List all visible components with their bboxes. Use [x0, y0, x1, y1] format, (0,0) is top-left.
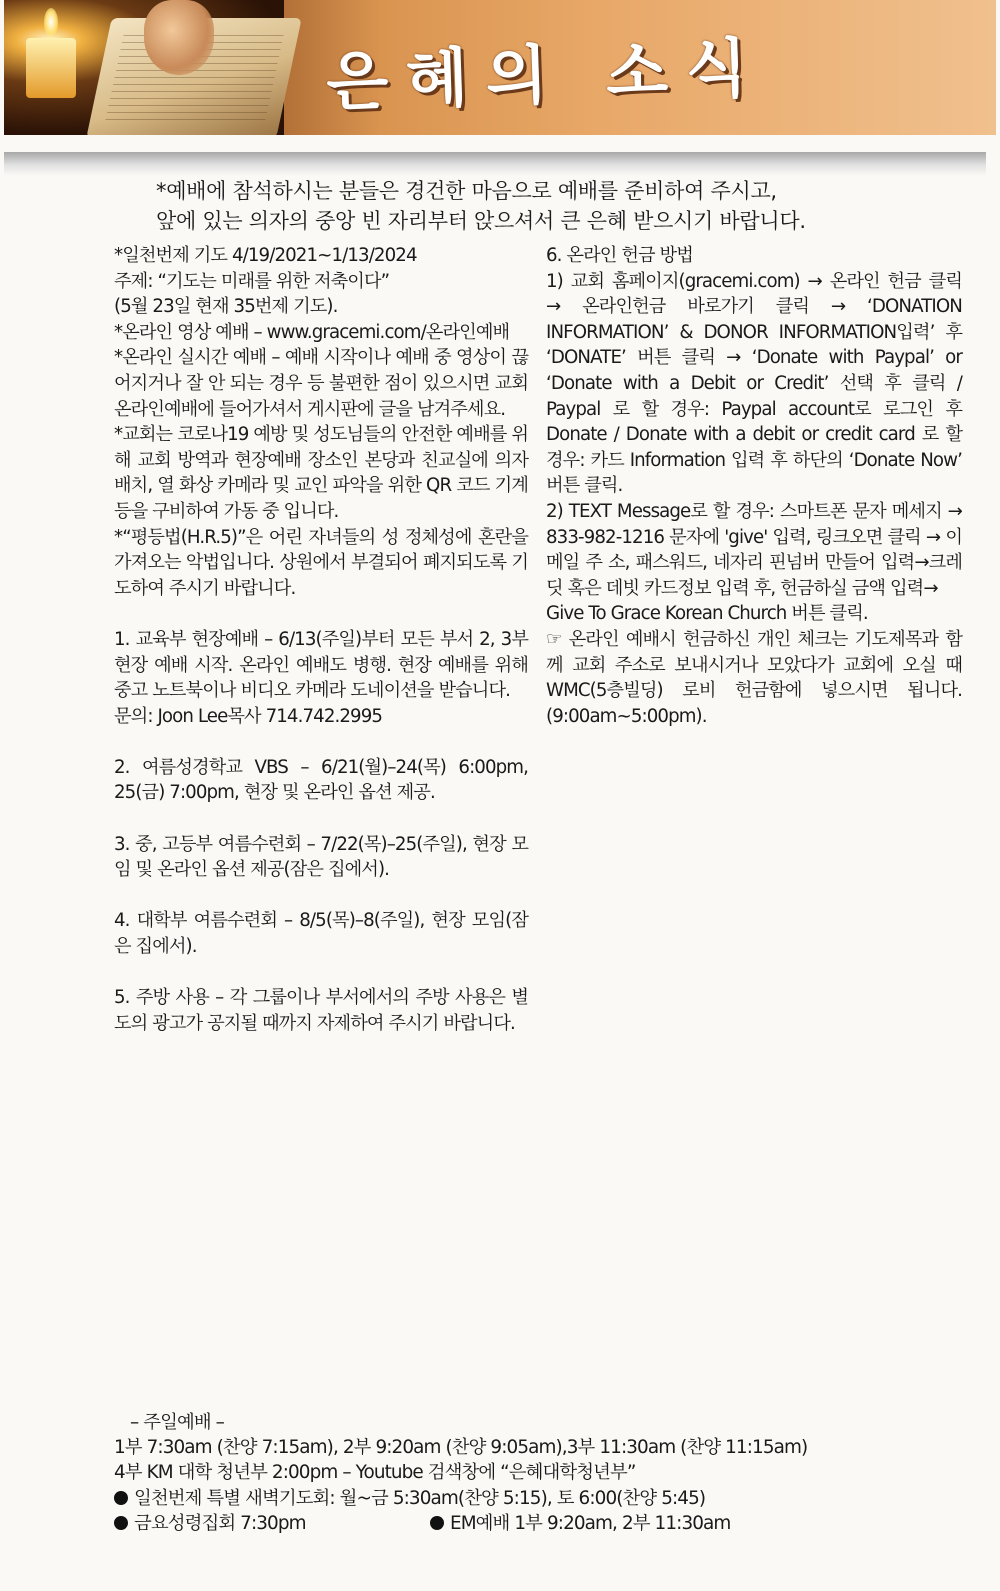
schedule-line-2: 4부 KM 대학 청년부 2:00pm – Youtube 검색창에 “은혜대학청년부”	[114, 1462, 636, 1484]
covid-notice: *교회는 코로나19 예방 및 성도님들의 안전한 예배를 위해 교회 방역과 현장예배 장소인 본당과 친교실에 의자 배치, 열 화상 카메라 및 교인 파악을 위한 QR 코드 기계 등을 구비하여 가동 중 입니다.	[114, 424, 528, 522]
online-video-notice: *온라인 영상 예배 – www.gracemi.com/온라인예배	[114, 321, 510, 343]
candle-bible-photo	[4, 0, 284, 135]
offering-step-2-end: Give To Grace Korean Church 버튼 클릭.	[546, 603, 868, 625]
offering-step-2: 2) TEXT Message로 할 경우: 스마트폰 문자 메세지 → 833-982-1216 문자에 'give' 입력, 링크오면 클릭 → 이메일 주 소, 패스워드, 네자리 핀넘버 만들어 입력→크레 딧 혹은 데빗 카드정보 입력 후, 헌금하실 금액 입력→	[546, 500, 962, 599]
em-service	[430, 1511, 730, 1536]
left-column	[114, 243, 528, 1036]
online-offering-heading: 6. 온라인 헌금 방법	[546, 245, 693, 266]
praying-hands-image	[144, 0, 214, 75]
item-3-youth-retreat: 3. 중, 고등부 여름수련회 – 7/22(목)–25(주일), 현장 모임 및 온라인 옵션 제공(잠은 집에서).	[114, 833, 528, 881]
dawn-prayer-line	[114, 1486, 974, 1511]
bullet-icon	[114, 1491, 128, 1505]
schedule-heading: – 주일예배 –	[130, 1412, 224, 1433]
prayer-count: (5월 23일 현재 35번제 기도).	[114, 296, 338, 318]
candle-flame-icon	[44, 8, 58, 36]
right-column	[546, 243, 962, 729]
prayer-theme: 주제: “기도는 미래를 위한 저축이다”	[114, 270, 390, 292]
item-1-contact: 문의: Joon Lee목사 714.742.2995	[114, 705, 383, 727]
candle-image	[26, 38, 76, 98]
equality-act-notice: *“평등법(H.R.5)”은 어린 자녀들의 성 정체성에 혼란을 가져오는 악법입니다. 상원에서 부결되어 폐지되도록 기도하여 주시기 바랍니다.	[114, 526, 528, 599]
schedule-line-1: 1부 7:30am (찬양 7:15am), 2부 9:20am (찬양 9:05am),3부 11:30am (찬양 11:15am)	[114, 1437, 808, 1459]
item-2-vbs: 2. 여름성경학교 VBS – 6/21(월)–24(목) 6:00pm, 25(금) 7:00pm, 현장 및 온라인 옵션 제공.	[114, 756, 528, 804]
intro-line-1: *예배에 참석하시는 분들은 경건한 마음으로 예배를 준비하여 주시고,	[156, 179, 777, 203]
bullet-icon	[430, 1516, 444, 1530]
intro-notice	[156, 176, 956, 236]
item-1-education: 1. 교육부 현장예배 – 6/13(주일)부터 모든 부서 2, 3부 현장 예배 시작. 온라인 예배도 병행. 현장 예배를 위해 중고 노트북이나 비디오 카메라 도네이션을 받습니다.	[114, 628, 528, 702]
em-service-text: EM예배 1부 9:20am, 2부 11:30am	[450, 1512, 731, 1534]
bullet-icon	[114, 1516, 128, 1530]
friday-service-text: 금요성령집회 7:30pm	[134, 1512, 306, 1534]
intro-line-2: 앞에 있는 의자의 중앙 빈 자리부터 앉으셔서 큰 은혜 받으시기 바랍니다.	[156, 209, 806, 233]
friday-em-line	[114, 1511, 974, 1536]
page-title: 은혜의 소식	[325, 30, 767, 121]
worship-schedule	[114, 1410, 974, 1536]
header-banner	[4, 0, 996, 135]
header-divider	[4, 152, 986, 176]
offering-step-1: 1) 교회 홈페이지(gracemi.com) → 온라인 헌금 클릭 → 온라인헌금 바로가기 클릭 → ‘DONATION INFORMATION’ & DONOR INFORMATION입력’ 후 ‘DONATE’ 버튼 클릭 → ‘Donate with Paypal’ or ‘Donate with a Debit or Credit’ 선택 후 클릭 / Paypal 로 할 경우: Paypal account로 로그인 후 Donate / Donate with a debit or credit card 로 할 경우: 카드 Information 입력 후 하단의 ‘Donate Now’ 버튼 클릭.	[546, 270, 962, 497]
live-worship-notice: *온라인 실시간 예배 – 예배 시작이나 예배 중 영상이 끊어지거나 잘 안 되는 경우 등 불편한 점이 있으시면 교회 온라인예배에 들어가셔서 게시판에 글을 남겨주세요.	[114, 347, 528, 420]
item-5-kitchen: 5. 주방 사용 – 각 그룹이나 부서에서의 주방 사용은 별도의 광고가 공지될 때까지 자제하여 주시기 바랍니다.	[114, 987, 528, 1034]
item-4-college-retreat: 4. 대학부 여름수련회 – 8/5(목)–8(주일), 현장 모임(잠은 집에서).	[114, 910, 528, 958]
dawn-prayer-text: 일천번제 특별 새벽기도회: 월~금 5:30am(찬양 5:15), 토 6:00(찬양 5:45)	[134, 1487, 706, 1509]
offering-check-note: ☞ 온라인 예배시 헌금하신 개인 체크는 기도제목과 함께 교회 주소로 보내시거나 모았다가 교회에 오실 때 WMC(5층빌딩) 로비 헌금함에 넣으시면 됩니다. (9:00am~5:00pm).	[546, 628, 962, 727]
prayer-title: *일천번제 기도 4/19/2021~1/13/2024	[114, 245, 417, 266]
